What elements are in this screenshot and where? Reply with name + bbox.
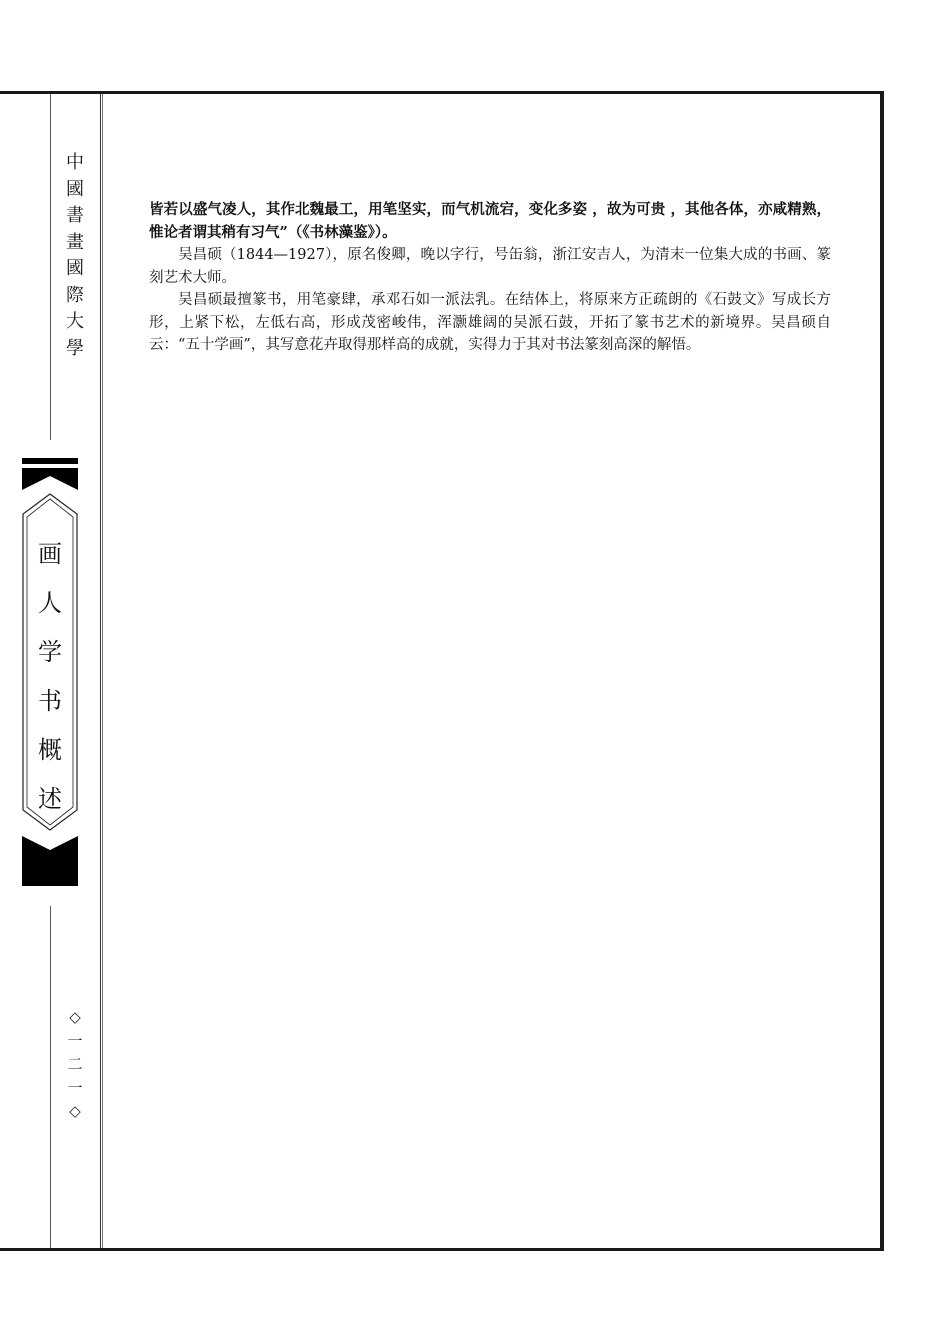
book-title-vertical: 画人学书概述 (38, 540, 62, 813)
frame-inner-rule-thin (102, 94, 103, 1248)
page-number (63, 1006, 87, 1124)
body-text (149, 199, 831, 357)
ornament-bar-top (22, 458, 78, 464)
frame-inner-rule (100, 94, 101, 1248)
ornament-bottom-icon (20, 826, 80, 880)
paragraph: 吴昌硕最擅篆书，用笔豪肆，承邓石如一派法乳。在结体上，将原来方正疏朗的《石鼓文》写成长方形，上紧下松，左低右高，形成茂密峻伟，浑灏雄阔的吴派石鼓，开拓了篆书艺术的新境界。吴昌硕自云：“五十学画”，其写意花卉取得那样高的成就，实得力于其对书法篆刻高深的解悟。 (149, 292, 831, 353)
page-digit: 一 (67, 1078, 83, 1097)
ornament-bar-bottom (22, 880, 78, 886)
page-digit: 二 (67, 1055, 83, 1073)
margin-guide-line-bottom (50, 906, 51, 1248)
frame-right-rule (880, 91, 884, 1251)
frame-bottom-rule (0, 1248, 884, 1251)
university-title: 中國書畫國際大學 (66, 152, 84, 359)
paragraph: 吴昌硕（1844—1927），原名俊卿，晚以字行，号缶翁，浙江安吉人，为清末一位集大成的书画、篆刻艺术大师。 (149, 247, 831, 286)
margin-guide-line-top (50, 94, 51, 440)
diamond-icon: ◇ (69, 1008, 81, 1026)
diamond-icon: ◇ (69, 1102, 81, 1120)
ornament-top-icon (20, 468, 80, 494)
frame-top-rule (0, 91, 884, 94)
page-digit: 一 (67, 1031, 83, 1050)
paragraph: 皆若以盛气凌人，其作北魏最工，用笔坚实，而气机流宕，变化多姿 ，故为可贵 ，其他各体，亦咸精熟，惟论者谓其稍有习气”（《书林藻鉴》）。 (149, 201, 831, 241)
